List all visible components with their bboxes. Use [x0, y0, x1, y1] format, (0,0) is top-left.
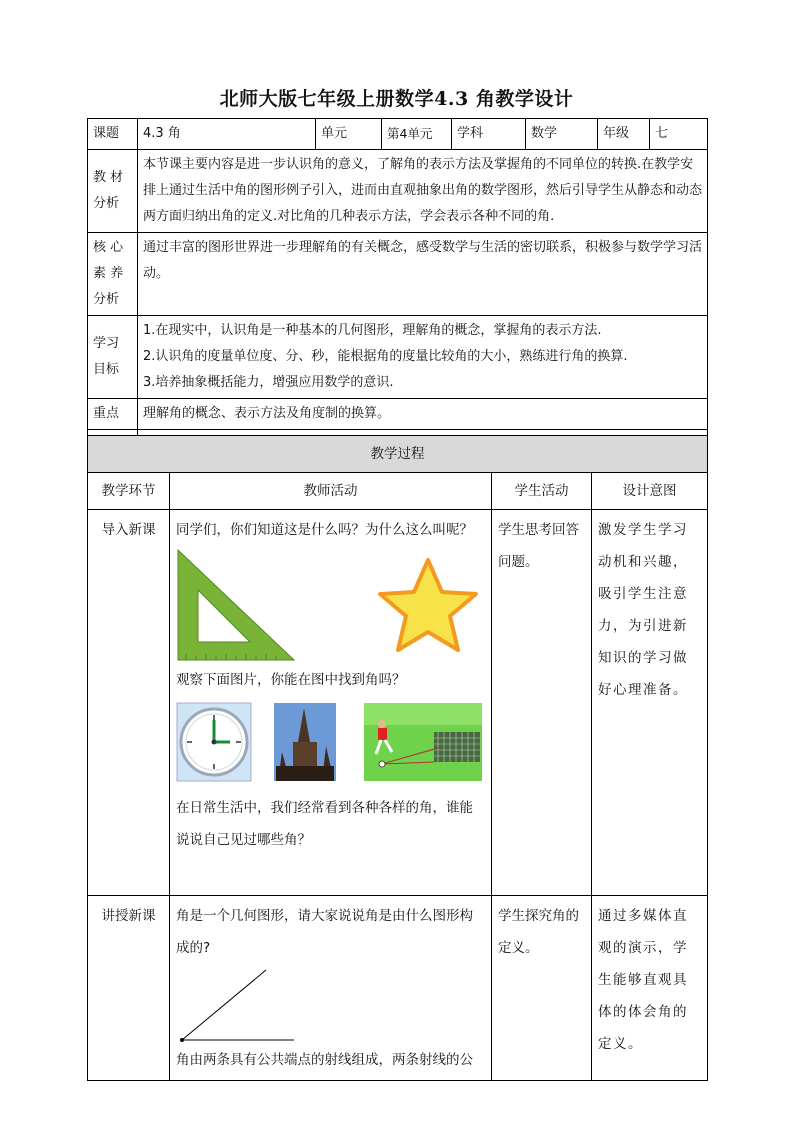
core-literacy-text: 通过丰富的图形世界进一步理解角的有关概念，感受数学与生活的密切联系，积极参与数学学习活动。: [138, 233, 708, 316]
angle-figure: [176, 964, 486, 1044]
goal-item: 1.在现实中，认识角是一种基本的几何图形，理解角的概念，掌握角的表示方法.: [143, 323, 602, 338]
subject-label: 学科: [452, 119, 526, 150]
set-square-icon: [178, 550, 294, 660]
teacher-question: 在日常生活中，我们经常看到各种各样的角，谁能说说自己见过哪些角？: [176, 800, 473, 848]
goals-list: [138, 316, 708, 399]
student-activity-intro: 学生思考回答问题。: [492, 510, 592, 896]
student-activity-new-lesson: 学生探究角的定义。: [492, 896, 592, 1081]
triangle-star-figures: [176, 546, 486, 664]
stage-intro: 导入新课: [88, 510, 170, 896]
tower-picture: [274, 703, 336, 781]
textbook-label-line1: 教 材: [93, 170, 124, 185]
process-table: [87, 435, 708, 1081]
core-literacy-label: [88, 233, 138, 316]
unit-value: 第4单元: [382, 119, 452, 150]
clock-picture: [177, 703, 251, 781]
goal-item: 3.培养抽象概括能力，增强应用数学的意识.: [143, 375, 394, 390]
teacher-text: 角由两条具有公共端点的射线组成，两条射线的公: [176, 1052, 473, 1068]
key-point-label: 重点: [88, 399, 138, 430]
grade-value: 七: [650, 119, 708, 150]
stage-new-lesson: 讲授新课: [88, 896, 170, 1081]
col-teacher-header: 教师活动: [170, 473, 492, 510]
col-stage-header: 教学环节: [88, 473, 170, 510]
core-label-line2: 素 养: [93, 266, 124, 281]
goal-item: 2.认识角的度量单位度、分、秒，能根据角的度量比较角的大小，熟练进行角的换算.: [143, 349, 628, 364]
topic-label: 课题: [88, 119, 138, 150]
goals-label-line2: 目标: [93, 362, 120, 377]
subject-value: 数学: [526, 119, 598, 150]
teacher-question: 同学们，你们知道这是什么吗？为什么这么叫呢？: [176, 522, 473, 538]
teacher-activity-new-lesson: [170, 896, 492, 1081]
photo-row: [176, 702, 486, 786]
teacher-question: 角是一个几何图形，请大家说说角是由什么图形构成的?: [176, 908, 473, 956]
topic-value: 4.3 角: [138, 119, 316, 150]
grade-label: 年级: [598, 119, 650, 150]
textbook-analysis-text: 本节课主要内容是进一步认识角的意义，了解角的表示方法及掌握角的不同单位的转换.在教学安排上通过生活中角的图形例子引入，进而由直观抽象出角的数学图形，然后引导学生从静态和动态两方面归纳出角的定义.对比角的几种表示方法，学会表示各种不同的角.: [138, 150, 708, 233]
process-header: 教学过程: [88, 436, 708, 473]
info-table: [87, 118, 708, 461]
teacher-question: 观察下面图片，你能在图中找到角吗？: [176, 672, 406, 688]
teacher-activity-intro: [170, 510, 492, 896]
textbook-label-line2: 分析: [93, 196, 120, 211]
key-point-text: 理解角的概念、表示方法及角度制的换算。: [138, 399, 708, 430]
textbook-analysis-label: [88, 150, 138, 233]
page-title: 北师大版七年级上册数学4.3 角教学设计: [219, 88, 574, 110]
star-icon: [380, 560, 476, 650]
col-student-header: 学生活动: [492, 473, 592, 510]
core-label-line3: 分析: [93, 292, 120, 307]
core-label-line1: 核 心: [93, 240, 124, 255]
unit-label: 单元: [316, 119, 382, 150]
soccer-picture: [364, 703, 482, 781]
design-intent-intro: 激发学生学习动机和兴趣，吸引学生注意力，为引进新知识的学习做好心理准备。: [592, 510, 708, 896]
goals-label: [88, 316, 138, 399]
goals-label-line1: 学习: [93, 336, 120, 351]
design-intent-new-lesson: 通过多媒体直观的演示，学生能够直观具体的体会角的定义。: [592, 896, 708, 1081]
col-intent-header: 设计意图: [592, 473, 708, 510]
